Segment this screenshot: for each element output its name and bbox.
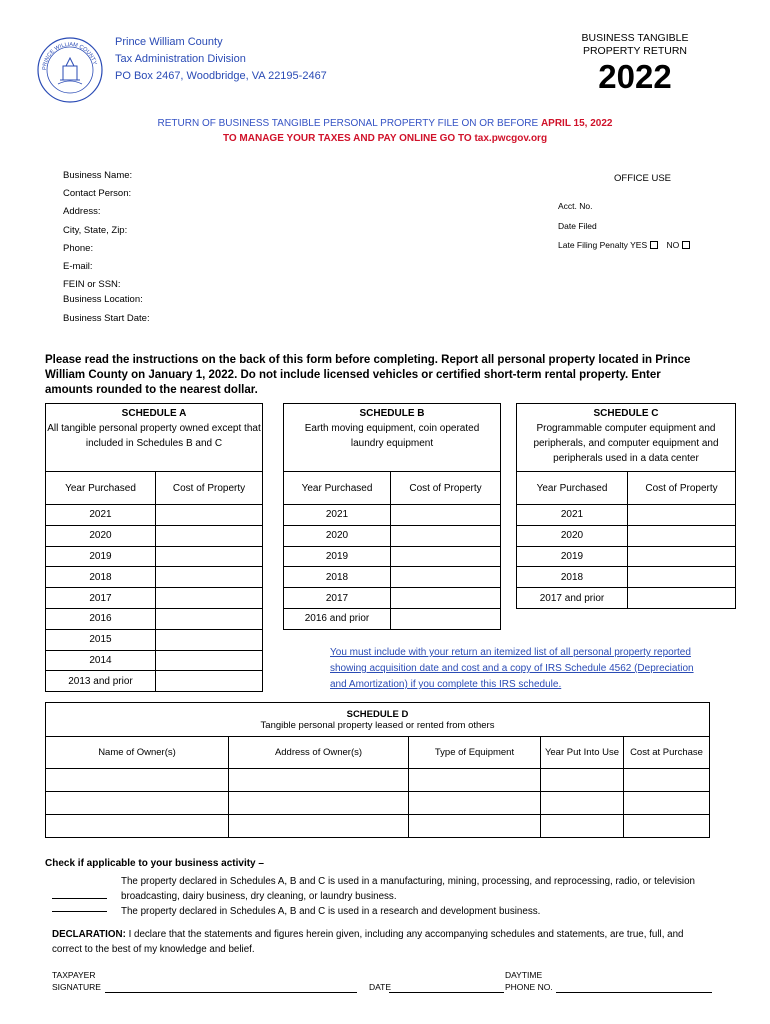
- research-check-line[interactable]: [52, 911, 107, 912]
- instructions: Please read the instructions on the back of this form before completing. Report all personal property located in Prince William County on January 1, 2022. Do not include licensed vehicles or certified short-term rental property. Enter amounts rounded to the nearest dollar.: [45, 354, 691, 396]
- cost-input[interactable]: [391, 505, 501, 526]
- schedule-a-title: SCHEDULE A: [121, 408, 187, 419]
- col-cost: Cost of Property: [628, 472, 736, 505]
- research-option-text: The property declared in Schedules A, B and C is used in a research and development business.: [121, 906, 541, 917]
- contact-person-field[interactable]: Contact Person:: [63, 188, 132, 199]
- equipment-type-input[interactable]: [409, 792, 541, 815]
- owner-name-input[interactable]: [46, 769, 229, 792]
- cost-input[interactable]: [628, 546, 736, 567]
- business-name-field[interactable]: Business Name:: [63, 170, 133, 181]
- year-cell: 2015: [46, 629, 156, 650]
- cost-input[interactable]: [156, 525, 263, 546]
- year-cell: 2018: [284, 567, 391, 588]
- acct-no-label: Acct. No.: [558, 201, 593, 211]
- year-cell: 2019: [46, 546, 156, 567]
- manufacturing-option-text: The property declared in Schedules A, B and C is used in a manufacturing, mining, processing, and reprocessing, radio, or television broadcasting, dairy business, dry cleaning, or laundry business.: [121, 876, 695, 902]
- year-cell: 2017 and prior: [517, 588, 628, 609]
- year-cell: 2018: [46, 567, 156, 588]
- col-year-purchased: Year Purchased: [284, 472, 391, 505]
- schedule-d-title: SCHEDULE D: [346, 708, 409, 720]
- daytime-label-2: PHONE NO.: [505, 982, 553, 992]
- col-year-purchased: Year Purchased: [46, 472, 156, 505]
- schedule-b-title: SCHEDULE B: [359, 408, 425, 419]
- cost-input[interactable]: [156, 546, 263, 567]
- county-name: Prince William County: [115, 36, 223, 48]
- svg-text:PRINCE WILLIAM COUNTY: PRINCE WILLIAM COUNTY: [41, 41, 98, 71]
- county-address-block: [115, 34, 327, 85]
- taxpayer-label-1: TAXPAYER: [52, 970, 96, 980]
- schedule-c-title: SCHEDULE C: [593, 408, 659, 419]
- cost-input[interactable]: [156, 629, 263, 650]
- yes-checkbox[interactable]: [650, 241, 658, 249]
- business-start-date-field[interactable]: Business Start Date:: [63, 313, 150, 324]
- form-title: [560, 32, 710, 58]
- cost-input[interactable]: [391, 546, 501, 567]
- business-location-field[interactable]: Business Location:: [63, 294, 143, 305]
- year-cell: 2021: [284, 505, 391, 526]
- year-input[interactable]: [541, 792, 624, 815]
- cost-input[interactable]: [391, 525, 501, 546]
- division-name: Tax Administration Division: [115, 53, 246, 65]
- date-label: DATE: [369, 982, 392, 992]
- year-cell: 2014: [46, 650, 156, 671]
- office-use-title: OFFICE USE: [614, 173, 672, 184]
- cost-input[interactable]: [628, 525, 736, 546]
- owner-address-input[interactable]: [229, 792, 409, 815]
- cost-input[interactable]: [624, 815, 710, 838]
- form-title-line-1: BUSINESS TANGIBLE: [581, 32, 689, 44]
- cost-input[interactable]: [391, 608, 501, 629]
- year-cell: 2021: [517, 505, 628, 526]
- equipment-type-input[interactable]: [409, 815, 541, 838]
- signature-line[interactable]: [105, 992, 357, 993]
- year-cell: 2018: [517, 567, 628, 588]
- schedule-c-table: [516, 471, 736, 609]
- equipment-type-input[interactable]: [409, 769, 541, 792]
- year-cell: 2021: [46, 505, 156, 526]
- form-year: 2022: [598, 58, 672, 95]
- schedule-c-desc: Programmable computer equipment and peripherals, and computer equipment and peripherals used in a data center: [533, 423, 719, 464]
- schedule-d-table: [45, 702, 710, 838]
- manufacturing-check-line[interactable]: [52, 898, 107, 899]
- cost-input[interactable]: [628, 505, 736, 526]
- po-box: PO Box 2467, Woodbridge, VA 22195-2467: [115, 70, 327, 82]
- date-line[interactable]: [389, 992, 504, 993]
- col-equipment-type: Type of Equipment: [409, 737, 541, 769]
- owner-address-input[interactable]: [229, 769, 409, 792]
- cost-input[interactable]: [156, 588, 263, 609]
- col-owner-name: Name of Owner(s): [46, 737, 229, 769]
- owner-name-input[interactable]: [46, 815, 229, 838]
- declaration: [52, 927, 712, 957]
- cost-input[interactable]: [628, 567, 736, 588]
- taxpayer-signature-label: [52, 969, 101, 993]
- taxpayer-label-2: SIGNATURE: [52, 982, 101, 992]
- online-notice[interactable]: TO MANAGE YOUR TAXES AND PAY ONLINE GO TO tax.pwcgov.org: [222, 133, 548, 144]
- cost-input[interactable]: [624, 792, 710, 815]
- address-field[interactable]: Address:: [63, 206, 101, 217]
- year-cell: 2016: [46, 608, 156, 629]
- schedule-c-header: [516, 403, 736, 471]
- owner-address-input[interactable]: [229, 815, 409, 838]
- col-cost: Cost of Property: [156, 472, 263, 505]
- cost-input[interactable]: [628, 588, 736, 609]
- cost-input[interactable]: [391, 567, 501, 588]
- year-cell: 2019: [517, 546, 628, 567]
- county-seal-logo: [36, 36, 104, 104]
- phone-line[interactable]: [556, 992, 712, 993]
- col-cost-at-purchase: Cost at Purchase: [624, 737, 710, 769]
- schedule-a-header: [45, 403, 263, 471]
- phone-field[interactable]: Phone:: [63, 243, 94, 254]
- no-checkbox[interactable]: [682, 241, 690, 249]
- email-field[interactable]: E-mail:: [63, 261, 93, 272]
- late-penalty-label: Late Filing Penalty YES: [558, 240, 648, 250]
- cost-input[interactable]: [624, 769, 710, 792]
- cost-input[interactable]: [156, 608, 263, 629]
- year-cell: 2020: [46, 525, 156, 546]
- city-state-zip-field[interactable]: City, State, Zip:: [63, 225, 128, 236]
- declaration-label: DECLARATION:: [52, 929, 126, 940]
- year-cell: 2016 and prior: [284, 608, 391, 629]
- year-cell: 2013 and prior: [46, 671, 156, 692]
- no-label: NO: [666, 240, 680, 250]
- activity-title: Check if applicable to your business activity –: [45, 858, 264, 869]
- col-year-purchased: Year Purchased: [517, 472, 628, 505]
- year-input[interactable]: [541, 769, 624, 792]
- declaration-text: I declare that the statements and figures herein given, including any accompanying schedules and statements, are true, full, and correct to the best of my knowledge and belief.: [52, 929, 684, 955]
- schedule-b-header: [283, 403, 501, 471]
- col-year-in-use: Year Put Into Use: [541, 737, 624, 769]
- cost-input[interactable]: [156, 671, 263, 692]
- year-cell: 2017: [284, 588, 391, 609]
- cost-input[interactable]: [156, 505, 263, 526]
- schedule-b-desc: Earth moving equipment, coin operated laundry equipment: [304, 423, 480, 449]
- cost-input[interactable]: [156, 650, 263, 671]
- cost-input[interactable]: [391, 588, 501, 609]
- daytime-label-1: DAYTIME: [505, 970, 543, 980]
- year-cell: 2020: [517, 525, 628, 546]
- year-input[interactable]: [541, 815, 624, 838]
- form-title-line-2: PROPERTY RETURN: [582, 45, 688, 57]
- fein-ssn-field[interactable]: FEIN or SSN:: [63, 279, 121, 290]
- due-notice: [0, 118, 770, 129]
- year-cell: 2017: [46, 588, 156, 609]
- owner-name-input[interactable]: [46, 792, 229, 815]
- year-cell: 2019: [284, 546, 391, 567]
- late-penalty-row: [558, 240, 690, 250]
- activity-options: [121, 874, 721, 919]
- itemized-list-note[interactable]: You must include with your return an itemized list of all personal property reported showing acquisition date and cost and a copy of IRS Schedule 4562 (Depreciation and Amortization) if you complete this IRS schedule.: [330, 647, 694, 690]
- year-cell: 2020: [284, 525, 391, 546]
- schedule-d-header: [46, 703, 710, 737]
- daytime-phone-label: [505, 969, 553, 993]
- schedule-a-table: [45, 471, 263, 692]
- col-cost: Cost of Property: [391, 472, 501, 505]
- schedule-d-subtitle: Tangible personal property leased or rented from others: [260, 719, 495, 731]
- date-filed-label: Date Filed: [558, 221, 597, 231]
- due-notice-text: RETURN OF BUSINESS TANGIBLE PERSONAL PROPERTY FILE ON OR BEFORE: [157, 118, 541, 129]
- cost-input[interactable]: [156, 567, 263, 588]
- schedule-b-table: [283, 471, 501, 630]
- due-date: APRIL 15, 2022: [540, 118, 613, 129]
- col-owner-address: Address of Owner(s): [229, 737, 409, 769]
- schedule-a-desc: All tangible personal property owned except that included in Schedules B and C: [47, 423, 261, 449]
